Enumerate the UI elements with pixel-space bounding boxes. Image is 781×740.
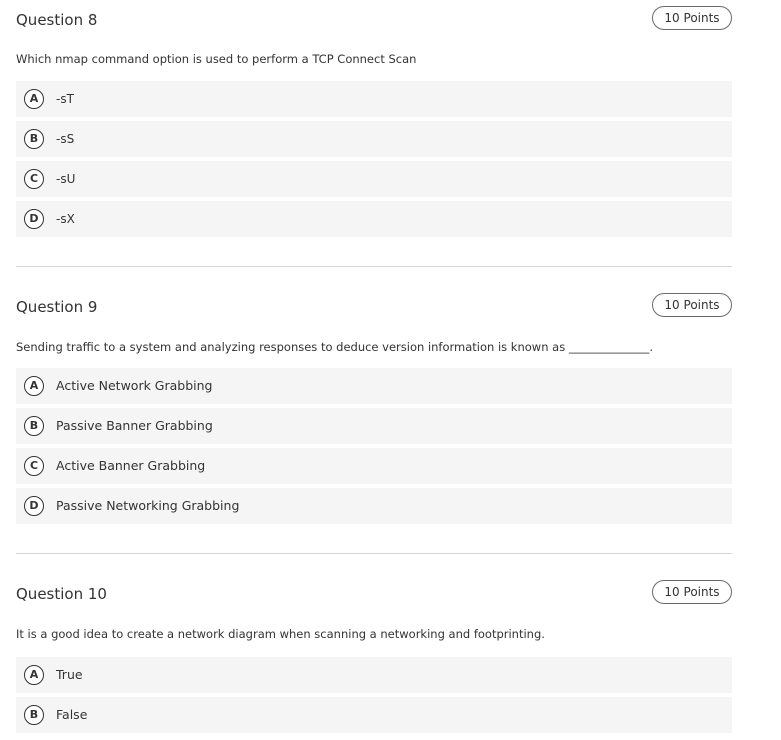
option-letter-badge: C bbox=[24, 456, 44, 476]
points-badge: 10 Points bbox=[652, 293, 732, 317]
option-letter-badge: B bbox=[24, 416, 44, 436]
option-letter-badge: B bbox=[24, 705, 44, 725]
option-letter-badge: C bbox=[24, 169, 44, 189]
option-letter-badge: D bbox=[24, 209, 44, 229]
option-d[interactable] bbox=[16, 488, 732, 524]
option-letter-badge: B bbox=[24, 129, 44, 149]
option-b[interactable] bbox=[16, 697, 732, 733]
option-label: -sU bbox=[56, 172, 76, 186]
option-c[interactable] bbox=[16, 161, 732, 197]
option-b[interactable] bbox=[16, 408, 732, 444]
question-title: Question 9 bbox=[16, 298, 98, 316]
question-text: Which nmap command option is used to perform a TCP Connect Scan bbox=[16, 52, 417, 66]
question-divider bbox=[16, 553, 732, 554]
option-label: -sX bbox=[56, 212, 75, 226]
option-a[interactable] bbox=[16, 81, 732, 117]
option-label: -sT bbox=[56, 92, 74, 106]
option-c[interactable] bbox=[16, 448, 732, 484]
question-header bbox=[16, 10, 732, 36]
option-d[interactable] bbox=[16, 201, 732, 237]
question-8 bbox=[16, 10, 732, 226]
option-label: Passive Banner Grabbing bbox=[56, 418, 213, 433]
option-letter-badge: D bbox=[24, 496, 44, 516]
option-a[interactable] bbox=[16, 657, 732, 693]
option-a[interactable] bbox=[16, 368, 732, 404]
question-title: Question 8 bbox=[16, 11, 98, 29]
question-10 bbox=[16, 584, 732, 722]
option-label: False bbox=[56, 707, 88, 722]
option-label: Active Banner Grabbing bbox=[56, 458, 206, 473]
option-letter-badge: A bbox=[24, 665, 44, 685]
option-label: -sS bbox=[56, 132, 75, 146]
option-label: Passive Networking Grabbing bbox=[56, 498, 240, 513]
question-header bbox=[16, 297, 732, 323]
question-text: It is a good idea to create a network diagram when scanning a networking and footprinting. bbox=[16, 627, 545, 641]
question-title: Question 10 bbox=[16, 585, 107, 603]
question-text: Sending traffic to a system and analyzing responses to deduce version information is known as ______________. bbox=[16, 340, 653, 354]
option-label: Active Network Grabbing bbox=[56, 378, 213, 393]
option-label: True bbox=[56, 667, 83, 682]
question-header bbox=[16, 584, 732, 610]
option-letter-badge: A bbox=[24, 89, 44, 109]
option-b[interactable] bbox=[16, 121, 732, 157]
option-letter-badge: A bbox=[24, 376, 44, 396]
points-badge: 10 Points bbox=[652, 580, 732, 604]
question-divider bbox=[16, 266, 732, 267]
points-badge: 10 Points bbox=[652, 6, 732, 30]
question-9 bbox=[16, 297, 732, 513]
